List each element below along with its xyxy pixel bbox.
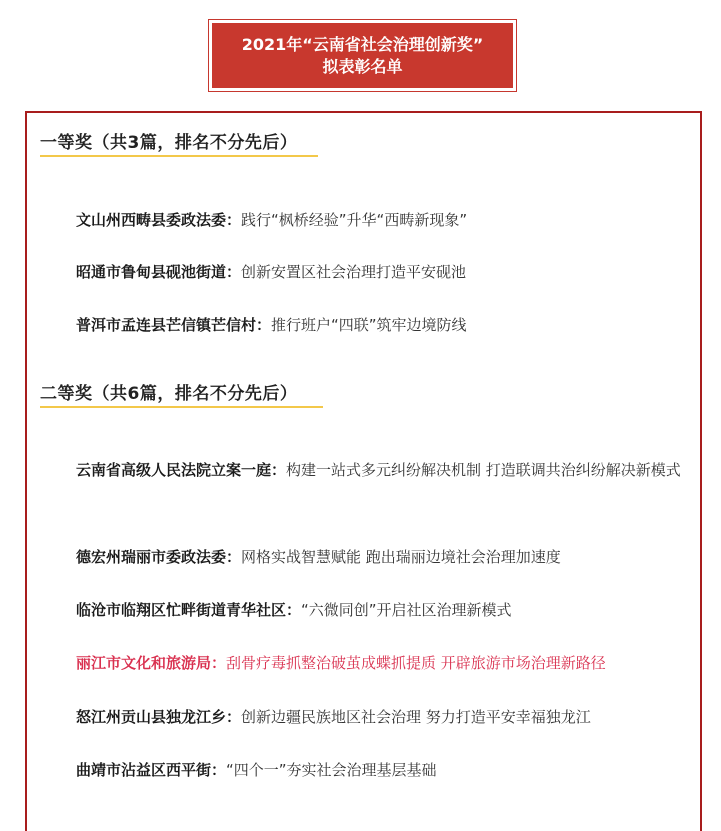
entry-org: 普洱市孟连县芒信镇芒信村：	[76, 316, 272, 334]
title-banner-inner	[212, 23, 513, 88]
entry-title: 践行“枫桥经验”升华“西畴新现象”	[241, 211, 468, 229]
entry-title: 网格实战智慧赋能 跑出瑞丽边境社会治理加速度	[241, 548, 561, 566]
section-underline	[40, 155, 318, 157]
title-line-1: 2021年“云南省社会治理创新奖”	[241, 34, 484, 54]
entry-org: 文山州西畴县委政法委：	[76, 211, 242, 229]
title-banner	[208, 19, 517, 92]
entry-title: “四个一”夯实社会治理基层基础	[226, 761, 437, 779]
entry-org: 怒江州贡山县独龙江乡：	[76, 708, 242, 726]
entry-org: 昭通市鲁甸县砚池街道：	[76, 263, 242, 281]
list-item	[40, 310, 690, 340]
section-underline	[40, 406, 323, 408]
list-item	[40, 542, 690, 572]
list-item-highlighted	[40, 648, 690, 678]
list-item	[40, 455, 690, 485]
section-heading-first-prize: 一等奖（共3篇，排名不分先后）	[40, 133, 298, 153]
title-line-2: 拟表彰名单	[322, 56, 403, 76]
section-heading-second-prize: 二等奖（共6篇，排名不分先后）	[40, 384, 298, 404]
entry-org: 临沧市临翔区忙畔街道青华社区：	[76, 601, 302, 619]
list-item	[40, 755, 690, 785]
entry-title: 构建一站式多元纠纷解决机制 打造联调共治纠纷解决新模式	[286, 461, 681, 479]
entry-org: 曲靖市沾益区西平街：	[76, 761, 227, 779]
list-item	[40, 205, 690, 235]
entry-title: 创新安置区社会治理打造平安砚池	[241, 263, 467, 281]
entry-org: 丽江市文化和旅游局：	[76, 654, 227, 672]
entry-org: 云南省高级人民法院立案一庭：	[76, 461, 287, 479]
list-item	[40, 702, 690, 732]
list-item	[40, 257, 690, 287]
entry-title: 创新边疆民族地区社会治理 努力打造平安幸福独龙江	[241, 708, 591, 726]
entry-title: 刮骨疗毒抓整治破茧成蝶抓提质 开辟旅游市场治理新路径	[226, 654, 606, 672]
entry-title: 推行班户“四联”筑牢边境防线	[271, 316, 467, 334]
list-item	[40, 595, 690, 625]
entry-org: 德宏州瑞丽市委政法委：	[76, 548, 242, 566]
entry-title: “六微同创”开启社区治理新模式	[301, 601, 512, 619]
